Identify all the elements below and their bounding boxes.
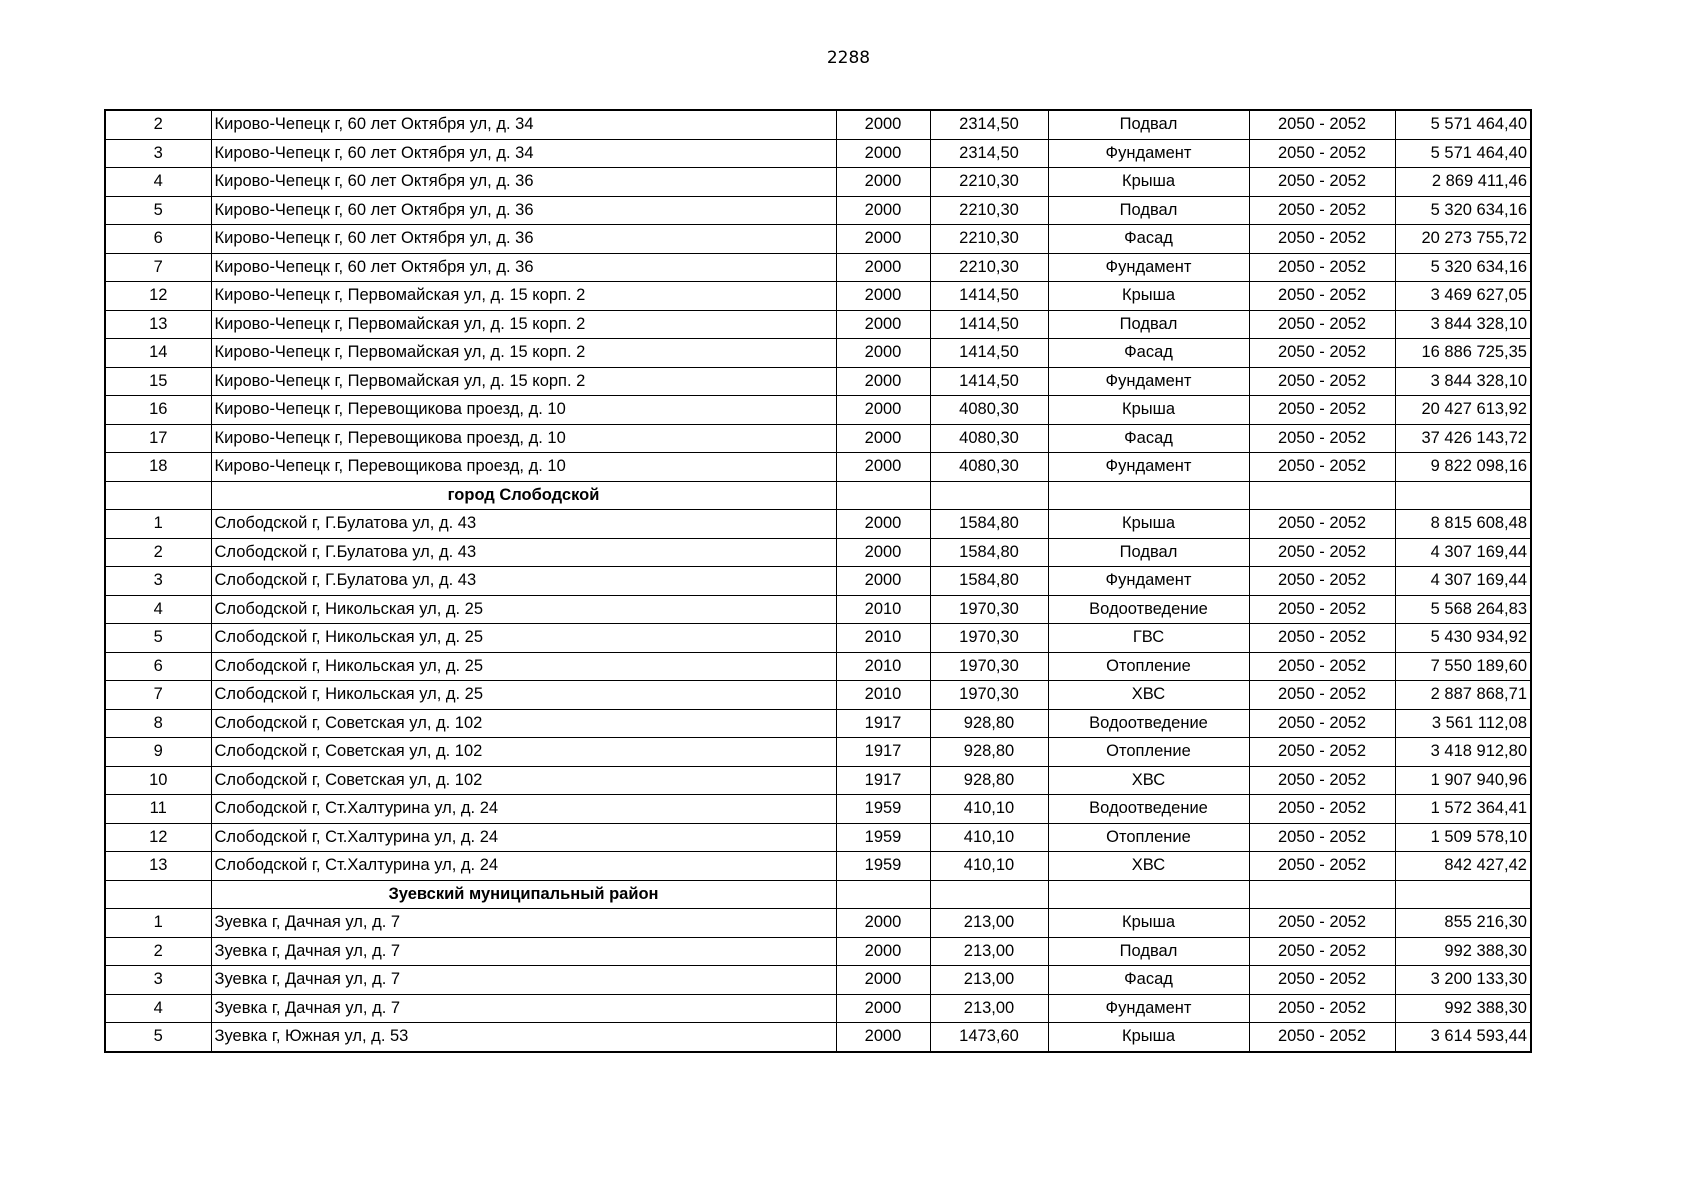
period-cell: 2050 - 2052 [1249, 766, 1395, 795]
year-cell [836, 481, 930, 510]
row-number: 1 [105, 909, 211, 938]
address-cell: Кирово-Чепецк г, Перевощикова проезд, д. 10 [211, 424, 836, 453]
work-type-cell: Водоотведение [1048, 595, 1249, 624]
group-title: Зуевский муниципальный район [211, 880, 836, 909]
work-type-cell: Водоотведение [1048, 709, 1249, 738]
row-number: 13 [105, 310, 211, 339]
table-row [105, 453, 1531, 482]
area-cell: 1414,50 [930, 339, 1048, 368]
work-type-cell: Фундамент [1048, 453, 1249, 482]
table-row [105, 282, 1531, 311]
table-row [105, 823, 1531, 852]
year-cell: 2000 [836, 310, 930, 339]
period-cell: 2050 - 2052 [1249, 538, 1395, 567]
period-cell: 2050 - 2052 [1249, 738, 1395, 767]
address-cell: Кирово-Чепецк г, 60 лет Октября ул, д. 36 [211, 168, 836, 197]
group-header-row [105, 880, 1531, 909]
area-cell [930, 880, 1048, 909]
table-row [105, 595, 1531, 624]
table-row [105, 766, 1531, 795]
address-cell: Кирово-Чепецк г, Первомайская ул, д. 15 корп. 2 [211, 339, 836, 368]
row-number: 3 [105, 567, 211, 596]
period-cell: 2050 - 2052 [1249, 795, 1395, 824]
row-number: 10 [105, 766, 211, 795]
table-row [105, 795, 1531, 824]
area-cell: 1970,30 [930, 624, 1048, 653]
period-cell: 2050 - 2052 [1249, 367, 1395, 396]
table-row [105, 110, 1531, 139]
address-cell: Слободской г, Ст.Халтурина ул, д. 24 [211, 795, 836, 824]
row-number: 3 [105, 139, 211, 168]
cost-cell: 20 427 613,92 [1395, 396, 1531, 425]
period-cell: 2050 - 2052 [1249, 994, 1395, 1023]
work-type-cell: Фасад [1048, 966, 1249, 995]
row-number: 18 [105, 453, 211, 482]
period-cell: 2050 - 2052 [1249, 909, 1395, 938]
period-cell: 2050 - 2052 [1249, 424, 1395, 453]
address-cell: Кирово-Чепецк г, Перевощикова проезд, д. 10 [211, 453, 836, 482]
address-cell: Кирово-Чепецк г, 60 лет Октября ул, д. 34 [211, 139, 836, 168]
period-cell: 2050 - 2052 [1249, 253, 1395, 282]
year-cell: 2010 [836, 681, 930, 710]
area-cell: 1970,30 [930, 652, 1048, 681]
work-type-cell: Подвал [1048, 196, 1249, 225]
row-number: 9 [105, 738, 211, 767]
year-cell: 1959 [836, 823, 930, 852]
period-cell: 2050 - 2052 [1249, 595, 1395, 624]
year-cell: 1917 [836, 709, 930, 738]
cost-cell: 4 307 169,44 [1395, 538, 1531, 567]
work-type-cell: ХВС [1048, 681, 1249, 710]
work-type-cell [1048, 481, 1249, 510]
group-title: город Слободской [211, 481, 836, 510]
area-cell: 213,00 [930, 994, 1048, 1023]
cost-cell: 37 426 143,72 [1395, 424, 1531, 453]
row-number: 6 [105, 652, 211, 681]
work-type-cell: Фундамент [1048, 994, 1249, 1023]
table-row [105, 709, 1531, 738]
period-cell: 2050 - 2052 [1249, 168, 1395, 197]
table-row [105, 168, 1531, 197]
address-cell: Кирово-Чепецк г, 60 лет Октября ул, д. 34 [211, 110, 836, 139]
table-row [105, 396, 1531, 425]
year-cell: 2000 [836, 538, 930, 567]
cost-cell: 3 418 912,80 [1395, 738, 1531, 767]
area-cell: 928,80 [930, 709, 1048, 738]
address-cell: Зуевка г, Дачная ул, д. 7 [211, 966, 836, 995]
row-number: 2 [105, 110, 211, 139]
work-type-cell: Отопление [1048, 738, 1249, 767]
period-cell: 2050 - 2052 [1249, 510, 1395, 539]
period-cell: 2050 - 2052 [1249, 823, 1395, 852]
area-cell: 1584,80 [930, 538, 1048, 567]
cost-cell [1395, 481, 1531, 510]
table-row [105, 994, 1531, 1023]
work-type-cell: Отопление [1048, 652, 1249, 681]
area-cell: 1970,30 [930, 595, 1048, 624]
area-cell: 1414,50 [930, 367, 1048, 396]
cost-cell: 9 822 098,16 [1395, 453, 1531, 482]
row-number: 7 [105, 681, 211, 710]
table-row [105, 225, 1531, 254]
row-number: 5 [105, 1023, 211, 1052]
group-header-row [105, 481, 1531, 510]
work-type-cell: Крыша [1048, 168, 1249, 197]
year-cell: 2000 [836, 396, 930, 425]
period-cell: 2050 - 2052 [1249, 139, 1395, 168]
area-cell: 2210,30 [930, 168, 1048, 197]
cost-cell: 842 427,42 [1395, 852, 1531, 881]
row-number [105, 481, 211, 510]
area-cell: 928,80 [930, 766, 1048, 795]
area-cell: 1970,30 [930, 681, 1048, 710]
table-row [105, 852, 1531, 881]
work-type-cell: Водоотведение [1048, 795, 1249, 824]
row-number: 7 [105, 253, 211, 282]
row-number: 16 [105, 396, 211, 425]
table-row [105, 538, 1531, 567]
cost-cell: 5 320 634,16 [1395, 253, 1531, 282]
area-cell: 928,80 [930, 738, 1048, 767]
cost-cell: 3 844 328,10 [1395, 367, 1531, 396]
area-cell: 1414,50 [930, 282, 1048, 311]
table-row [105, 367, 1531, 396]
address-cell: Слободской г, Никольская ул, д. 25 [211, 624, 836, 653]
work-type-cell: Крыша [1048, 1023, 1249, 1052]
work-type-cell: Фасад [1048, 424, 1249, 453]
address-cell: Кирово-Чепецк г, 60 лет Октября ул, д. 36 [211, 225, 836, 254]
work-type-cell: Крыша [1048, 510, 1249, 539]
year-cell: 2000 [836, 225, 930, 254]
cost-cell: 16 886 725,35 [1395, 339, 1531, 368]
address-cell: Слободской г, Никольская ул, д. 25 [211, 595, 836, 624]
year-cell: 2000 [836, 424, 930, 453]
row-number: 4 [105, 168, 211, 197]
cost-cell: 7 550 189,60 [1395, 652, 1531, 681]
table-row [105, 310, 1531, 339]
work-type-cell: Крыша [1048, 909, 1249, 938]
address-cell: Слободской г, Г.Булатова ул, д. 43 [211, 510, 836, 539]
address-cell: Кирово-Чепецк г, Первомайская ул, д. 15 корп. 2 [211, 310, 836, 339]
table-row [105, 624, 1531, 653]
work-type-cell: Отопление [1048, 823, 1249, 852]
cost-cell: 3 469 627,05 [1395, 282, 1531, 311]
area-cell: 213,00 [930, 909, 1048, 938]
address-cell: Слободской г, Никольская ул, д. 25 [211, 652, 836, 681]
table-row [105, 139, 1531, 168]
cost-cell: 2 869 411,46 [1395, 168, 1531, 197]
cost-cell: 3 200 133,30 [1395, 966, 1531, 995]
area-cell: 213,00 [930, 937, 1048, 966]
table-row [105, 510, 1531, 539]
year-cell: 2000 [836, 110, 930, 139]
work-type-cell: Фасад [1048, 339, 1249, 368]
period-cell: 2050 - 2052 [1249, 310, 1395, 339]
address-cell: Зуевка г, Дачная ул, д. 7 [211, 994, 836, 1023]
period-cell: 2050 - 2052 [1249, 225, 1395, 254]
area-cell: 410,10 [930, 852, 1048, 881]
cost-cell: 992 388,30 [1395, 994, 1531, 1023]
work-type-cell: Фундамент [1048, 367, 1249, 396]
cost-cell: 3 614 593,44 [1395, 1023, 1531, 1052]
repair-register-table [104, 109, 1532, 1053]
row-number: 12 [105, 282, 211, 311]
period-cell: 2050 - 2052 [1249, 709, 1395, 738]
address-cell: Слободской г, Никольская ул, д. 25 [211, 681, 836, 710]
area-cell: 2210,30 [930, 225, 1048, 254]
area-cell: 2314,50 [930, 139, 1048, 168]
cost-cell: 5 568 264,83 [1395, 595, 1531, 624]
period-cell: 2050 - 2052 [1249, 282, 1395, 311]
area-cell [930, 481, 1048, 510]
row-number: 5 [105, 624, 211, 653]
work-type-cell: Подвал [1048, 937, 1249, 966]
work-type-cell: Фундамент [1048, 253, 1249, 282]
table-row [105, 652, 1531, 681]
area-cell: 4080,30 [930, 453, 1048, 482]
area-cell: 1414,50 [930, 310, 1048, 339]
year-cell: 2000 [836, 994, 930, 1023]
period-cell: 2050 - 2052 [1249, 396, 1395, 425]
address-cell: Слободской г, Г.Булатова ул, д. 43 [211, 538, 836, 567]
table-row [105, 424, 1531, 453]
row-number: 6 [105, 225, 211, 254]
work-type-cell: ХВС [1048, 852, 1249, 881]
period-cell [1249, 880, 1395, 909]
cost-cell: 4 307 169,44 [1395, 567, 1531, 596]
cost-cell: 8 815 608,48 [1395, 510, 1531, 539]
table-row [105, 253, 1531, 282]
year-cell: 2000 [836, 453, 930, 482]
year-cell: 2000 [836, 196, 930, 225]
row-number: 14 [105, 339, 211, 368]
area-cell: 410,10 [930, 823, 1048, 852]
year-cell: 2010 [836, 595, 930, 624]
year-cell: 2000 [836, 168, 930, 197]
year-cell: 2000 [836, 909, 930, 938]
area-cell: 4080,30 [930, 396, 1048, 425]
address-cell: Кирово-Чепецк г, 60 лет Октября ул, д. 36 [211, 253, 836, 282]
address-cell: Зуевка г, Южная ул, д. 53 [211, 1023, 836, 1052]
row-number: 17 [105, 424, 211, 453]
period-cell: 2050 - 2052 [1249, 1023, 1395, 1052]
period-cell: 2050 - 2052 [1249, 852, 1395, 881]
row-number: 8 [105, 709, 211, 738]
row-number: 4 [105, 595, 211, 624]
area-cell: 1584,80 [930, 510, 1048, 539]
year-cell: 2000 [836, 1023, 930, 1052]
address-cell: Зуевка г, Дачная ул, д. 7 [211, 909, 836, 938]
address-cell: Кирово-Чепецк г, Первомайская ул, д. 15 корп. 2 [211, 367, 836, 396]
area-cell: 4080,30 [930, 424, 1048, 453]
cost-cell: 5 571 464,40 [1395, 139, 1531, 168]
period-cell: 2050 - 2052 [1249, 339, 1395, 368]
cost-cell [1395, 880, 1531, 909]
year-cell: 1917 [836, 738, 930, 767]
period-cell: 2050 - 2052 [1249, 453, 1395, 482]
work-type-cell: Подвал [1048, 310, 1249, 339]
area-cell: 410,10 [930, 795, 1048, 824]
year-cell: 1917 [836, 766, 930, 795]
work-type-cell: Крыша [1048, 396, 1249, 425]
cost-cell: 20 273 755,72 [1395, 225, 1531, 254]
area-cell: 213,00 [930, 966, 1048, 995]
period-cell: 2050 - 2052 [1249, 681, 1395, 710]
work-type-cell: Крыша [1048, 282, 1249, 311]
cost-cell: 5 430 934,92 [1395, 624, 1531, 653]
cost-cell: 1 509 578,10 [1395, 823, 1531, 852]
work-type-cell: Фасад [1048, 225, 1249, 254]
work-type-cell: ГВС [1048, 624, 1249, 653]
row-number: 5 [105, 196, 211, 225]
year-cell: 2000 [836, 253, 930, 282]
period-cell: 2050 - 2052 [1249, 196, 1395, 225]
area-cell: 2210,30 [930, 196, 1048, 225]
year-cell [836, 880, 930, 909]
year-cell: 2000 [836, 139, 930, 168]
address-cell: Слободской г, Ст.Халтурина ул, д. 24 [211, 823, 836, 852]
year-cell: 1959 [836, 795, 930, 824]
cost-cell: 5 320 634,16 [1395, 196, 1531, 225]
row-number: 2 [105, 538, 211, 567]
table-row [105, 1023, 1531, 1052]
address-cell: Слободской г, Г.Булатова ул, д. 43 [211, 567, 836, 596]
year-cell: 1959 [836, 852, 930, 881]
row-number: 15 [105, 367, 211, 396]
cost-cell: 1 572 364,41 [1395, 795, 1531, 824]
year-cell: 2010 [836, 652, 930, 681]
work-type-cell: Фундамент [1048, 567, 1249, 596]
period-cell: 2050 - 2052 [1249, 937, 1395, 966]
work-type-cell: Подвал [1048, 538, 1249, 567]
year-cell: 2000 [836, 339, 930, 368]
row-number [105, 880, 211, 909]
table-row [105, 909, 1531, 938]
address-cell: Слободской г, Ст.Халтурина ул, д. 24 [211, 852, 836, 881]
address-cell: Кирово-Чепецк г, Перевощикова проезд, д. 10 [211, 396, 836, 425]
work-type-cell: Фундамент [1048, 139, 1249, 168]
table-row [105, 937, 1531, 966]
page-number: 2288 [826, 48, 871, 68]
area-cell: 1473,60 [930, 1023, 1048, 1052]
period-cell: 2050 - 2052 [1249, 966, 1395, 995]
row-number: 3 [105, 966, 211, 995]
year-cell: 2000 [836, 966, 930, 995]
period-cell [1249, 481, 1395, 510]
work-type-cell [1048, 880, 1249, 909]
cost-cell: 5 571 464,40 [1395, 110, 1531, 139]
cost-cell: 3 561 112,08 [1395, 709, 1531, 738]
table-row [105, 339, 1531, 368]
row-number: 4 [105, 994, 211, 1023]
address-cell: Слободской г, Советская ул, д. 102 [211, 738, 836, 767]
cost-cell: 3 844 328,10 [1395, 310, 1531, 339]
work-type-cell: Подвал [1048, 110, 1249, 139]
year-cell: 2010 [836, 624, 930, 653]
address-cell: Кирово-Чепецк г, Первомайская ул, д. 15 корп. 2 [211, 282, 836, 311]
cost-cell: 855 216,30 [1395, 909, 1531, 938]
address-cell: Слободской г, Советская ул, д. 102 [211, 766, 836, 795]
table-row [105, 681, 1531, 710]
row-number: 12 [105, 823, 211, 852]
period-cell: 2050 - 2052 [1249, 624, 1395, 653]
period-cell: 2050 - 2052 [1249, 652, 1395, 681]
table-row [105, 567, 1531, 596]
table-body [105, 110, 1531, 1052]
year-cell: 2000 [836, 567, 930, 596]
year-cell: 2000 [836, 367, 930, 396]
address-cell: Кирово-Чепецк г, 60 лет Октября ул, д. 36 [211, 196, 836, 225]
row-number: 1 [105, 510, 211, 539]
address-cell: Зуевка г, Дачная ул, д. 7 [211, 937, 836, 966]
year-cell: 2000 [836, 510, 930, 539]
cost-cell: 2 887 868,71 [1395, 681, 1531, 710]
period-cell: 2050 - 2052 [1249, 110, 1395, 139]
area-cell: 2210,30 [930, 253, 1048, 282]
cost-cell: 992 388,30 [1395, 937, 1531, 966]
table-row [105, 196, 1531, 225]
cost-cell: 1 907 940,96 [1395, 766, 1531, 795]
area-cell: 2314,50 [930, 110, 1048, 139]
address-cell: Слободской г, Советская ул, д. 102 [211, 709, 836, 738]
area-cell: 1584,80 [930, 567, 1048, 596]
year-cell: 2000 [836, 937, 930, 966]
table-row [105, 738, 1531, 767]
row-number: 13 [105, 852, 211, 881]
period-cell: 2050 - 2052 [1249, 567, 1395, 596]
row-number: 11 [105, 795, 211, 824]
year-cell: 2000 [836, 282, 930, 311]
table-row [105, 966, 1531, 995]
row-number: 2 [105, 937, 211, 966]
work-type-cell: ХВС [1048, 766, 1249, 795]
